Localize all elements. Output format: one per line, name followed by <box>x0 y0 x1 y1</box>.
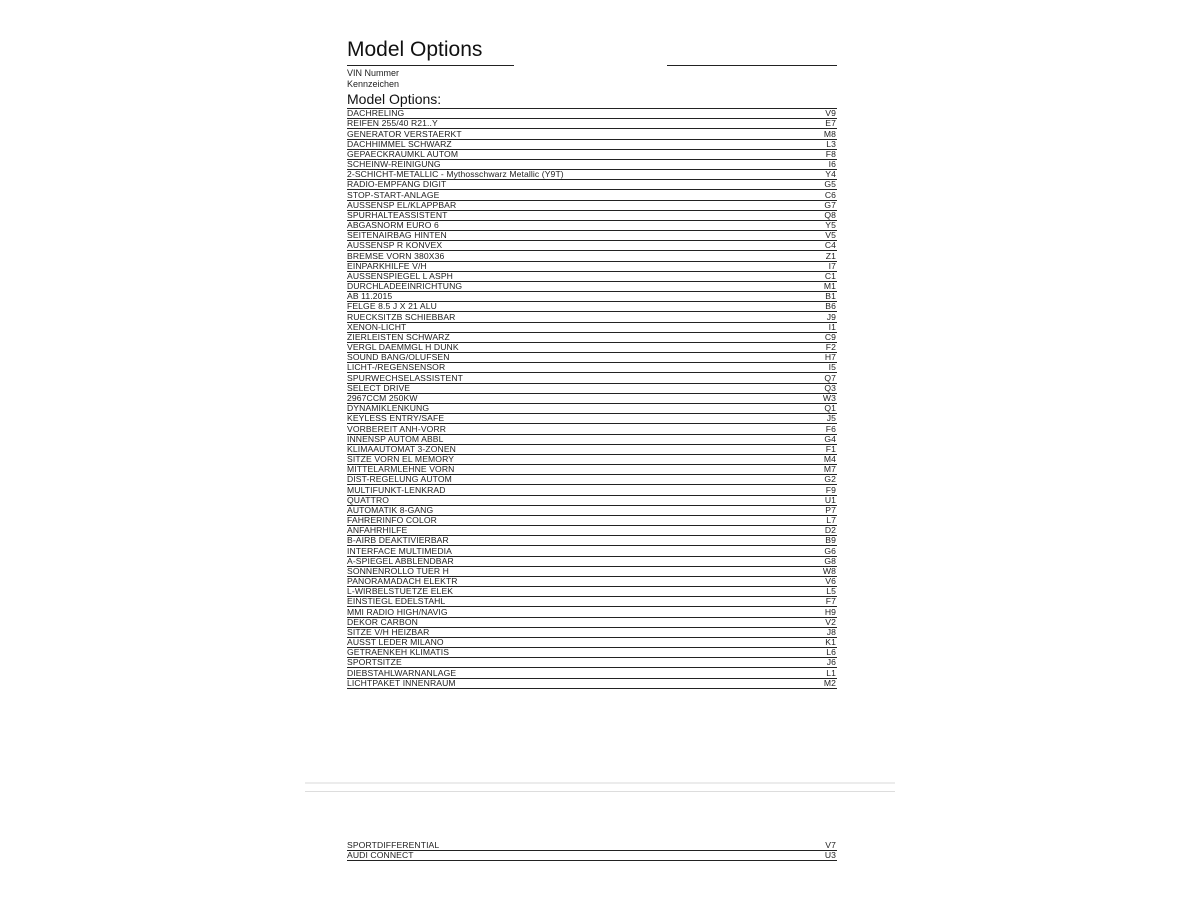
option-name: EINSTIEGL EDELSTAHL <box>347 596 446 607</box>
option-name: REIFEN 255/40 R21..Y <box>347 118 438 129</box>
option-code: Y4 <box>825 169 836 180</box>
option-name: FAHRERINFO COLOR <box>347 515 437 526</box>
option-code: M7 <box>823 464 836 475</box>
option-code: M2 <box>823 677 836 688</box>
option-code: L1 <box>826 667 836 678</box>
option-name: SITZE VORN EL MEMORY <box>347 454 455 465</box>
options-list <box>347 108 837 689</box>
option-code: V7 <box>825 840 836 851</box>
option-row <box>347 516 837 526</box>
option-row <box>347 312 837 322</box>
option-name: LICHT-/REGENSENSOR <box>347 362 446 373</box>
option-code: J6 <box>826 657 836 668</box>
option-name: AUDI CONNECT <box>347 850 414 861</box>
option-code: L5 <box>826 586 836 597</box>
option-code: E7 <box>825 118 836 129</box>
option-name: SELECT DRIVE <box>347 382 411 393</box>
option-name: QUATTRO <box>347 494 390 505</box>
option-row <box>347 363 837 373</box>
option-code: I7 <box>828 260 836 271</box>
option-row <box>347 373 837 383</box>
option-name: SONNENROLLO TUER H <box>347 565 449 576</box>
option-code: G8 <box>824 555 836 566</box>
option-name: SCHEINW-REINIGUNG <box>347 159 441 170</box>
document-page-1 <box>347 37 837 689</box>
option-code: P7 <box>825 504 836 515</box>
vin-label: VIN Nummer <box>347 68 400 78</box>
option-code: J5 <box>826 413 836 424</box>
option-code: C4 <box>824 240 836 251</box>
option-name: INTERFACE MULTIMEDIA <box>347 545 452 556</box>
option-code: G2 <box>824 474 836 485</box>
option-code: C6 <box>824 189 836 200</box>
option-row <box>347 679 837 689</box>
option-code: Q3 <box>824 382 836 393</box>
document-title: Model Options <box>347 38 483 61</box>
option-row <box>347 302 837 312</box>
option-code: M1 <box>823 281 836 292</box>
option-name: DACHRELING <box>347 108 405 119</box>
option-code: C1 <box>824 270 836 281</box>
option-name: GENERATOR VERSTAERKT <box>347 128 462 139</box>
option-code: G4 <box>824 433 836 444</box>
option-code: Q7 <box>824 372 836 383</box>
option-code: H7 <box>824 352 836 363</box>
option-code: F2 <box>825 342 836 353</box>
plate-label: Kennzeichen <box>347 78 400 89</box>
option-code: W8 <box>822 565 836 576</box>
title-underline-right <box>667 65 837 66</box>
option-name: SPORTDIFFERENTIAL <box>347 840 440 851</box>
option-code: L6 <box>826 647 836 658</box>
option-code: Z1 <box>825 250 836 261</box>
option-name: KLIMAAUTOMAT 3-ZONEN <box>347 443 456 454</box>
option-code: F8 <box>825 148 836 159</box>
option-name: AUSST LEDER MILANO <box>347 637 444 648</box>
option-name: EINPARKHILFE V/H <box>347 260 427 271</box>
option-code: L3 <box>826 138 836 149</box>
option-name: DYNAMIKLENKUNG <box>347 403 430 414</box>
option-row <box>347 241 837 251</box>
option-name: STOP-START-ANLAGE <box>347 189 440 200</box>
option-name: DACHHIMMEL SCHWARZ <box>347 138 452 149</box>
option-code: F9 <box>825 484 836 495</box>
option-row <box>347 282 837 292</box>
option-name: VERGL DAEMMGL H DUNK <box>347 342 459 353</box>
option-code: W3 <box>822 392 836 403</box>
option-code: F7 <box>825 596 836 607</box>
option-name: LICHTPAKET INNENRAUM <box>347 677 456 688</box>
option-row <box>347 485 837 495</box>
option-row <box>347 424 837 434</box>
option-name: VORBEREIT ANH-VORR <box>347 423 447 434</box>
option-name: 2-SCHICHT-METALLIC - Mythosschwarz Metallic (Y9T) <box>347 169 564 180</box>
option-code: V9 <box>825 108 836 119</box>
option-row <box>347 119 837 129</box>
option-name: PANORAMADACH ELEKTR <box>347 576 458 587</box>
option-code: B6 <box>825 301 836 312</box>
option-code: V6 <box>825 576 836 587</box>
option-name: DIEBSTAHLWARNANLAGE <box>347 667 457 678</box>
option-code: Y5 <box>825 220 836 231</box>
option-code: F1 <box>825 443 836 454</box>
option-row <box>347 607 837 617</box>
option-row <box>347 658 837 668</box>
option-code: K1 <box>825 637 836 648</box>
option-row <box>347 180 837 190</box>
title-underline-left <box>347 65 514 66</box>
option-name: MITTELARMLEHNE VORN <box>347 464 455 475</box>
option-code: G5 <box>824 179 836 190</box>
option-row <box>347 384 837 394</box>
option-code: U1 <box>824 494 836 505</box>
option-name: KEYLESS ENTRY/SAFE <box>347 413 445 424</box>
option-row <box>347 851 837 861</box>
document-page-2 <box>347 840 837 861</box>
option-row <box>347 597 837 607</box>
option-name: ZIERLEISTEN SCHWARZ <box>347 331 450 342</box>
option-row <box>347 536 837 546</box>
option-name: RUECKSITZB SCHIEBBAR <box>347 311 456 322</box>
option-name: SPURHALTEASSISTENT <box>347 209 448 220</box>
option-name: XENON-LICHT <box>347 321 407 332</box>
option-name: ANFAHRHILFE <box>347 525 408 536</box>
option-name: ABGASNORM EURO 6 <box>347 220 439 231</box>
option-name: 2967CCM 250KW <box>347 392 418 403</box>
option-name: MULTIFUNKT-LENKRAD <box>347 484 446 495</box>
option-name: AUSSENSP R KONVEX <box>347 240 443 251</box>
option-row <box>347 414 837 424</box>
option-code: Q8 <box>824 209 836 220</box>
option-row <box>347 841 837 851</box>
option-name: GETRAENKEH KLIMATIS <box>347 647 450 658</box>
option-code: J9 <box>826 311 836 322</box>
option-name: GEPAECKRAUMKL AUTOM <box>347 148 459 159</box>
option-name: MMI RADIO HIGH/NAVIG <box>347 606 448 617</box>
option-name: B-AIRB DEAKTIVIERBAR <box>347 535 449 546</box>
option-code: B9 <box>825 535 836 546</box>
option-name: AB 11.2015 <box>347 291 393 302</box>
option-name: AUSSENSPIEGEL L ASPH <box>347 270 453 281</box>
option-name: BREMSE VORN 380X36 <box>347 250 445 261</box>
option-name: A-SPIEGEL ABBLENDBAR <box>347 555 454 566</box>
option-row <box>347 475 837 485</box>
option-name: DURCHLADEEINRICHTUNG <box>347 281 463 292</box>
option-code: C9 <box>824 331 836 342</box>
option-name: INNENSP AUTOM ABBL <box>347 433 444 444</box>
option-code: L7 <box>826 515 836 526</box>
option-code: V2 <box>825 616 836 627</box>
option-name: SEITENAIRBAG HINTEN <box>347 230 447 241</box>
option-name: AUSSENSP EL/KLAPPBAR <box>347 199 457 210</box>
option-code: G6 <box>824 545 836 556</box>
option-code: I5 <box>828 362 836 373</box>
option-code: G7 <box>824 199 836 210</box>
option-code: I1 <box>828 321 836 332</box>
option-name: DIST-REGELUNG AUTOM <box>347 474 452 485</box>
option-name: RADIO-EMPFANG DIGIT <box>347 179 447 190</box>
option-name: SPURWECHSELASSISTENT <box>347 372 463 383</box>
option-code: D2 <box>824 525 836 536</box>
option-name: AUTOMATIK 8-GANG <box>347 504 434 515</box>
option-code: Q1 <box>824 403 836 414</box>
option-name: L-WIRBELSTUETZE ELEK <box>347 586 454 597</box>
option-row <box>347 648 837 658</box>
option-code: V5 <box>825 230 836 241</box>
option-name: SOUND BANG/OLUFSEN <box>347 352 450 363</box>
option-name: DEKOR CARBON <box>347 616 418 627</box>
option-name: SPORTSITZE <box>347 657 402 668</box>
option-name: FELGE 8.5 J X 21 ALU <box>347 301 437 312</box>
option-code: M8 <box>823 128 836 139</box>
option-code: I6 <box>828 159 836 170</box>
section-title: Model Options: <box>347 91 442 107</box>
option-code: H9 <box>824 606 836 617</box>
option-code: M4 <box>823 454 836 465</box>
option-code: F6 <box>825 423 836 434</box>
option-code: U3 <box>824 850 836 861</box>
option-row <box>347 129 837 139</box>
option-code: B1 <box>825 291 836 302</box>
options-list-page2 <box>347 841 837 861</box>
page-separator <box>305 782 895 792</box>
option-code: J8 <box>826 626 836 637</box>
option-name: SITZE V/H HEIZBAR <box>347 626 430 637</box>
